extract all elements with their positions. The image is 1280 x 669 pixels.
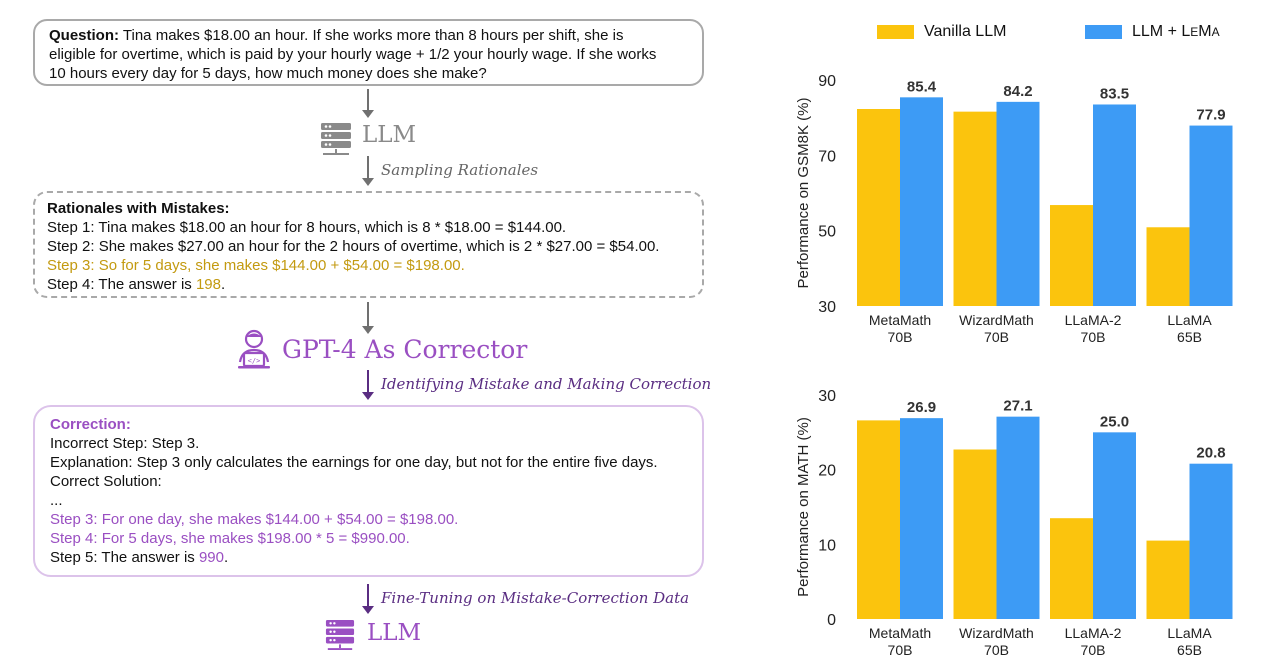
x-tick-label: 70B [984, 329, 1009, 345]
x-tick-label: MetaMath [868, 625, 932, 641]
bar-vanilla [857, 420, 900, 619]
x-tick-label: LLaMA-2 [1064, 312, 1122, 328]
x-tick-label: 70B [887, 642, 913, 658]
x-tick-label: WizardMath [959, 625, 1034, 641]
data-label: 84.2 [1003, 82, 1033, 100]
bar-lema [997, 102, 1040, 306]
y-tick-label: 10 [818, 537, 836, 555]
x-tick-label: 70B [1080, 329, 1106, 345]
bar-lema [1190, 464, 1233, 619]
finetuning-label: Fine-Tuning on Mistake-Correction Data [381, 589, 690, 607]
y-tick-label: 90 [818, 73, 836, 90]
question-text-3: 10 hours every day for 5 days, how much money does she make? [49, 65, 487, 82]
correction-step-5-suffix: . [224, 549, 229, 566]
x-tick-label: LLaMA [1167, 312, 1212, 328]
correction-answer: 990 [198, 549, 224, 566]
legend-label-vanilla: Vanilla LLM [924, 23, 1007, 40]
y-tick-label: 30 [818, 299, 836, 316]
bar-vanilla [1147, 541, 1190, 619]
x-tick-label: 70B [887, 329, 913, 345]
bar-vanilla [1050, 205, 1093, 306]
data-label: 26.9 [906, 399, 937, 417]
y-tick-label: 20 [818, 462, 836, 480]
bar-lema [1093, 104, 1136, 306]
rationale-answer: 198 [195, 276, 221, 293]
x-tick-label: LLaMA-2 [1064, 625, 1122, 641]
y-axis-label: Performance on GSM8K (%) [795, 97, 812, 289]
correction-title: Correction: [50, 416, 131, 433]
x-tick-label: MetaMath [868, 312, 932, 328]
y-tick-label: 50 [818, 223, 836, 241]
data-label: 25.0 [1099, 413, 1130, 431]
bar-vanilla [1050, 518, 1093, 619]
corrector-label: GPT-4 As Corrector [282, 335, 528, 364]
correction-step-4: Step 4: For 5 days, she makes $198.00 * 5 = $990.00. [50, 530, 410, 547]
incorrect-step: Incorrect Step: Step 3. [50, 435, 200, 452]
rationale-step-1: Step 1: Tina makes $18.00 an hour for 8 hours, which is 8 * $18.00 = $144.00. [47, 219, 567, 236]
x-tick-label: WizardMath [959, 312, 1034, 328]
rationale-step-4-prefix: Step 4: The answer is [47, 276, 196, 293]
question-text-2: eligible for overtime, which is paid by your hourly wage + 1/2 your hourly wage. If she works [49, 46, 657, 63]
question-text-1: Tina makes $18.00 an hour. If she works more than 8 hours per shift, she is [122, 27, 624, 44]
bar-lema [900, 97, 943, 306]
data-label: 77.9 [1196, 106, 1226, 124]
ellipsis: ... [50, 492, 63, 509]
bar-lema [900, 418, 943, 619]
final-llm-label: LLM [367, 620, 422, 646]
rationales-title: Rationales with Mistakes: [47, 200, 230, 217]
y-tick-label: 30 [818, 388, 836, 405]
x-tick-label: 65B [1177, 329, 1202, 345]
identifying-label: Identifying Mistake and Making Correction [381, 375, 712, 393]
rationale-step-4-suffix: . [221, 276, 226, 293]
correct-solution: Correct Solution: [50, 473, 162, 490]
x-tick-label: LLaMA [1167, 625, 1212, 641]
bar-vanilla [954, 112, 997, 306]
svg-text:</>: </> [247, 357, 261, 365]
y-tick-label: 0 [827, 612, 836, 629]
bar-vanilla [857, 109, 900, 306]
bar-vanilla [1147, 227, 1190, 306]
y-tick-label: 70 [818, 148, 836, 166]
data-label: 85.4 [906, 78, 937, 96]
x-tick-label: 65B [1177, 642, 1202, 658]
correction-step-5-prefix: Step 5: The answer is [50, 549, 199, 566]
bar-lema [1093, 432, 1136, 619]
rationale-step-2: Step 2: She makes $27.00 an hour for the 2 hours of overtime, which is 2 * $27.00 = $54.00. [47, 238, 660, 255]
data-label: 83.5 [1099, 85, 1130, 103]
llm-label: LLM [362, 122, 417, 148]
x-tick-label: 70B [984, 642, 1009, 658]
x-tick-label: 70B [1080, 642, 1106, 658]
y-axis-label: Performance on MATH (%) [795, 417, 812, 597]
data-label: 27.1 [1003, 397, 1033, 415]
bar-lema [997, 417, 1040, 619]
rationale-step-3: Step 3: So for 5 days, she makes $144.00 + $54.00 = $198.00. [47, 257, 465, 274]
question-label: Question: [49, 27, 119, 44]
legend-label-lema: LLM + LEMA [1132, 23, 1220, 40]
sampling-label: Sampling Rationales [381, 161, 539, 179]
data-label: 20.8 [1196, 444, 1226, 462]
bar-vanilla [954, 450, 997, 619]
explanation: Explanation: Step 3 only calculates the earnings for one day, but not for the entire five days. [50, 454, 658, 471]
correction-step-3: Step 3: For one day, she makes $144.00 + $54.00 = $198.00. [50, 511, 459, 528]
bar-lema [1190, 126, 1233, 306]
